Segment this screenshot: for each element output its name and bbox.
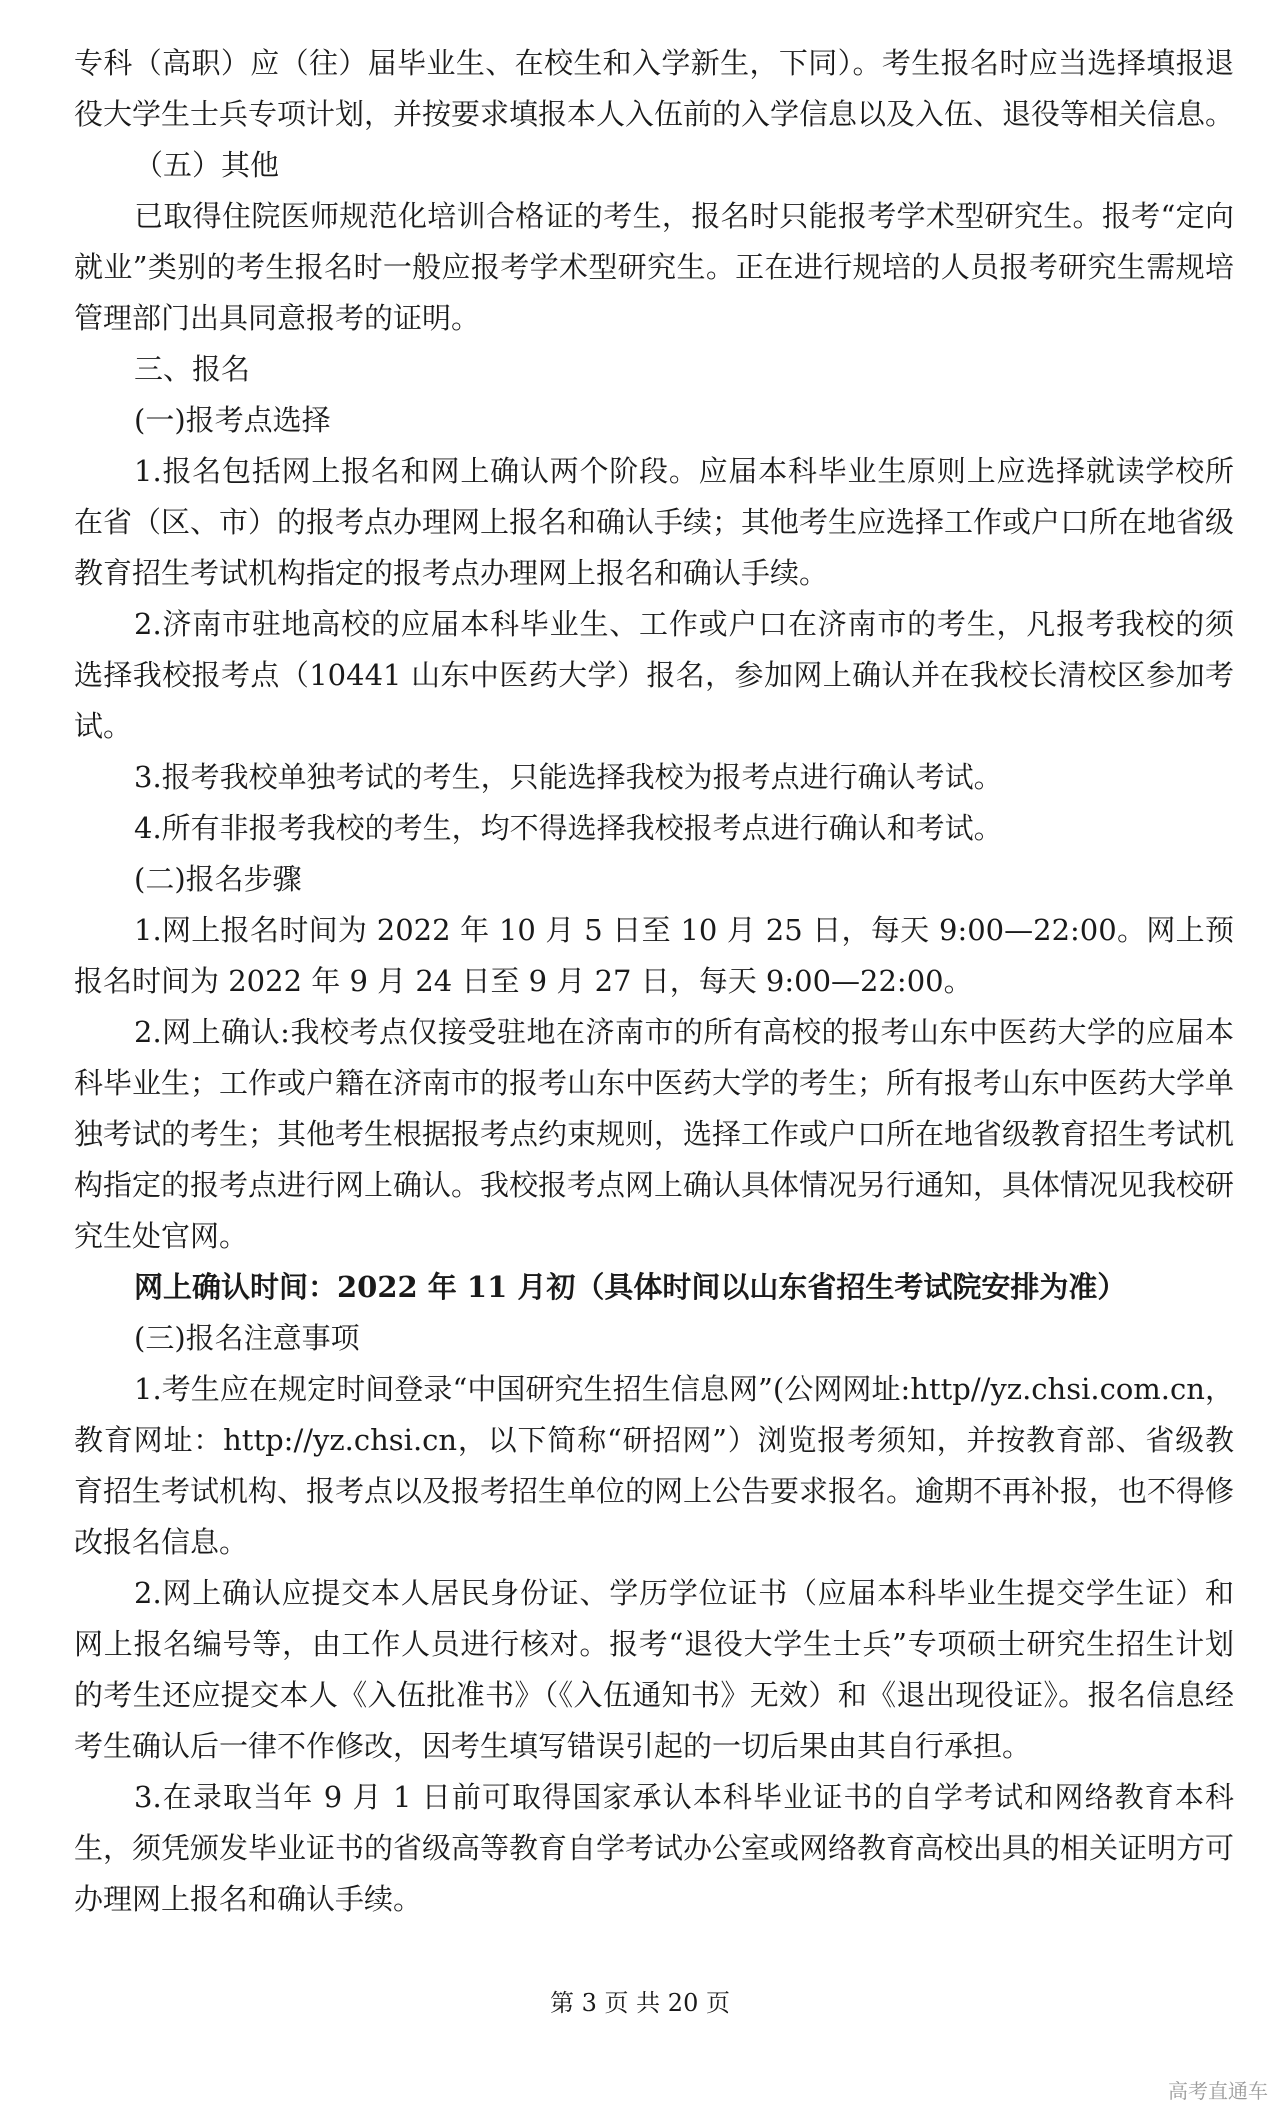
paragraph: (二)报名步骤 — [134, 862, 302, 896]
paragraph: 三、报名 — [134, 352, 251, 386]
paragraph: （五）其他 — [134, 148, 280, 182]
paragraph: (一)报考点选择 — [134, 403, 331, 437]
paragraph: 2.济南市驻地高校的应届本科毕业生、工作或户口在济南市的考生，凡报考我校的须选择我校报考点（10441 山东中医药大学）报名，参加网上确认并在我校长清校区参加考试。 — [74, 607, 1234, 743]
document-body — [74, 38, 1234, 1925]
paragraph: 专科（高职）应（往）届毕业生、在校生和入学新生，下同）。考生报名时应当选择填报退役大学生士兵专项计划，并按要求填报本人入伍前的入学信息以及入伍、退役等相关信息。 — [74, 46, 1235, 131]
paragraph: 2.网上确认应提交本人居民身份证、学历学位证书（应届本科毕业生提交学生证）和网上报名编号等，由工作人员进行核对。报考“退役大学生士兵”专项硕士研究生招生计划的考生还应提交本人《入伍批准书》（《入伍通知书》无效）和《退出现役证》。报名信息经考生确认后一律不作修改，因考生填写错误引起的一切后果由其自行承担。 — [74, 1576, 1234, 1763]
paragraph: 3.报考我校单独考试的考生，只能选择我校为报考点进行确认考试。 — [134, 760, 1003, 794]
paragraph: 1.网上报名时间为 2022 年 10 月 5 日至 10 月 25 日，每天 9:00—22:00。网上预报名时间为 2022 年 9 月 24 日至 9 月 27 日，每天 9:00—22:00。 — [74, 913, 1234, 998]
paragraph: 网上确认时间：2022 年 11 月初（具体时间以山东省招生考试院安排为准） — [134, 1270, 1127, 1304]
paragraph: (三)报名注意事项 — [134, 1321, 360, 1355]
watermark: 高考直通车 — [1168, 2079, 1268, 2103]
paragraph: 已取得住院医师规范化培训合格证的考生，报名时只能报考学术型研究生。报考“定向就业”类别的考生报名时一般应报考学术型研究生。正在进行规培的人员报考研究生需规培管理部门出具同意报考的证明。 — [74, 199, 1234, 335]
paragraph: 1.考生应在规定时间登录“中国研究生招生信息网”(公网网址:http//yz.chsi.com.cn，教育网址：http://yz.chsi.cn，以下简称“研招网”）浏览报考须知，并按教育部、省级教育招生考试机构、报考点以及报考招生单位的网上公告要求报名。逾期不再补报，也不得修改报名信息。 — [74, 1372, 1235, 1559]
paragraph: 4.所有非报考我校的考生，均不得选择我校报考点进行确认和考试。 — [134, 811, 1003, 845]
paragraph: 2.网上确认:我校考点仅接受驻地在济南市的所有高校的报考山东中医药大学的应届本科毕业生；工作或户籍在济南市的报考山东中医药大学的考生；所有报考山东中医药大学单独考试的考生；其他考生根据报考点约束规则，选择工作或户口所在地省级教育招生考试机构指定的报考点进行网上确认。我校报考点网上确认具体情况另行通知，具体情况见我校研究生处官网。 — [74, 1015, 1235, 1253]
page-footer: 第 3 页 共 20 页 — [550, 1989, 730, 2017]
paragraph: 3.在录取当年 9 月 1 日前可取得国家承认本科毕业证书的自学考试和网络教育本科生，须凭颁发毕业证书的省级高等教育自学考试办公室或网络教育高校出具的相关证明方可办理网上报名和确认手续。 — [74, 1780, 1235, 1916]
paragraph: 1.报名包括网上报名和网上确认两个阶段。应届本科毕业生原则上应选择就读学校所在省（区、市）的报考点办理网上报名和确认手续；其他考生应选择工作或户口所在地省级教育招生考试机构指定的报考点办理网上报名和确认手续。 — [74, 454, 1235, 590]
